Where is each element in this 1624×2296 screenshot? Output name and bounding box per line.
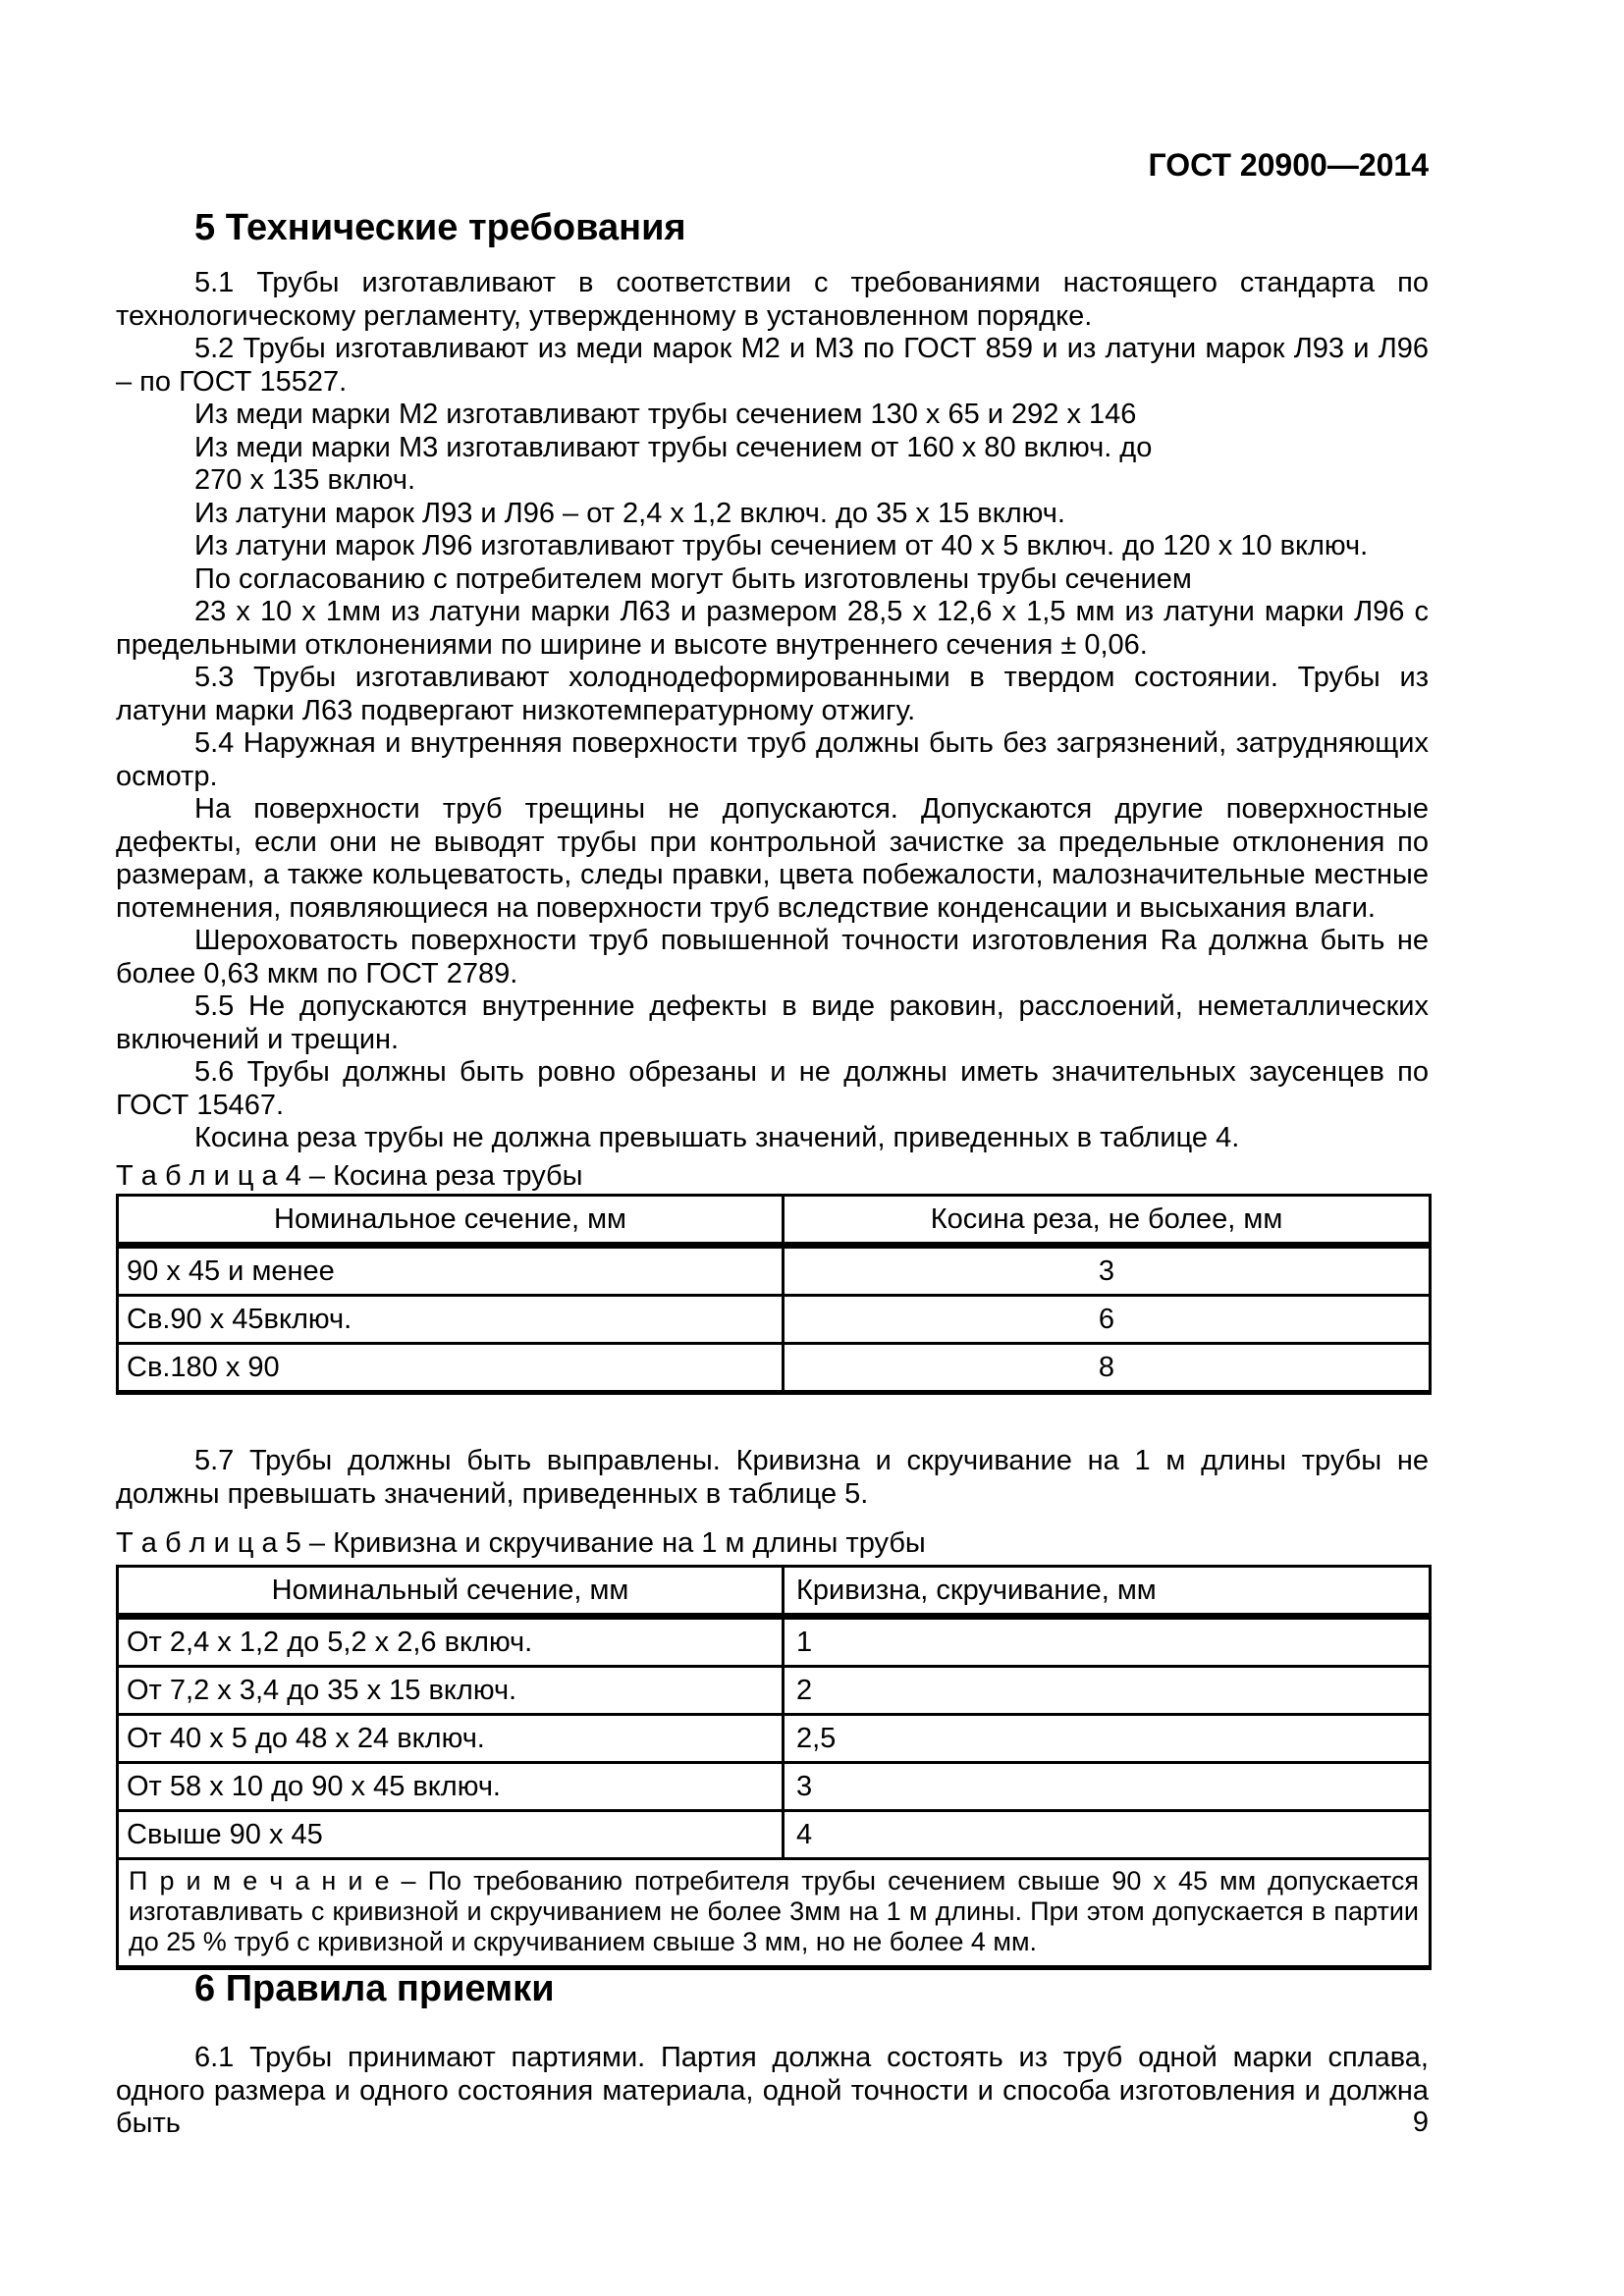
body-paragraph: 5.7 Трубы должны быть выправлены. Кривизна и скручивание на 1 м длины трубы не должны превышать значений, приведенных в таблице 5. xyxy=(116,1445,1429,1510)
paragraph-5-7-block xyxy=(116,1445,1429,1511)
value-cell: 1 xyxy=(784,1617,1431,1667)
body-paragraph: По согласованию с потребителем могут быть изготовлены трубы сечением xyxy=(194,562,1192,595)
body-paragraph: Из меди марки М2 изготавливают трубы сечением 130 х 65 и 292 х 146 xyxy=(194,399,1137,430)
value-cell: 8 xyxy=(784,1344,1431,1393)
column-header: Номинальное сечение, мм xyxy=(118,1196,784,1246)
table-5-caption: Т а б л и ц а 5 – Кривизна и скручивание на 1 м длины трубы xyxy=(116,1527,926,1559)
body-paragraph: 5.5 Не допускаются внутренние дефекты в виде раковин, расслоений, неметаллических включений и трещин. xyxy=(116,990,1429,1055)
body-paragraph: 5.4 Наружная и внутренняя поверхности труб должны быть без загрязнений, затрудняющих осмотр. xyxy=(116,727,1429,792)
table-note: П р и м е ч а н и е – По требованию потребителя трубы сечением свыше 90 х 45 мм допускается изготавливать с кривизной и скручиванием не более 3мм на 1 м длины. При этом допускается в партии до 25 % труб с кривизной и скручиванием свыше 3 мм, но не более 4 мм. xyxy=(118,1859,1431,1968)
column-header: Кривизна, скручивание, мм xyxy=(784,1567,1431,1617)
section-cell: Свыше 90 х 45 xyxy=(118,1811,784,1859)
table-4-kosina-reza xyxy=(116,1194,1432,1395)
table-row xyxy=(118,1246,1431,1296)
value-cell: 2,5 xyxy=(784,1715,1431,1763)
section-6-heading: 6 Правила приемки xyxy=(194,1968,555,2009)
section-cell: Св.180 х 90 xyxy=(118,1344,784,1393)
section-cell: 90 х 45 и менее xyxy=(118,1246,784,1296)
table-row xyxy=(118,1344,1431,1393)
table-note-row xyxy=(118,1859,1431,1968)
table-5-krivizna xyxy=(116,1565,1432,1970)
table-row xyxy=(118,1763,1431,1811)
body-paragraph: 5.6 Трубы должны быть ровно обрезаны и не должны иметь значительных заусенцев по ГОСТ 15467. xyxy=(116,1056,1429,1121)
table-row xyxy=(118,1617,1431,1667)
value-cell: 3 xyxy=(784,1246,1431,1296)
body-paragraph: 270 х 135 включ. xyxy=(194,464,416,496)
section-cell: От 7,2 х 3,4 до 35 х 15 включ. xyxy=(118,1667,784,1715)
table-row xyxy=(118,1715,1431,1763)
table-header-row xyxy=(118,1567,1431,1617)
body-paragraph: 5.1 Трубы изготавливают в соответствии с требованиями настоящего стандарта по технологическому регламенту, утвержденному в установленном порядке. xyxy=(116,267,1429,332)
body-paragraph: Косина реза трубы не должна превышать значений, приведенных в таблице 4. xyxy=(194,1122,1240,1153)
table-row xyxy=(118,1811,1431,1859)
body-paragraph: На поверхности труб трещины не допускаются. Допускаются другие поверхностные дефекты, если они не выводят трубы при контрольной зачистке за предельные отклонения по размерам, а также кольцеватость, следы правки, цвета побежалости, малозначительные местные потемнения, появляющиеся на поверхности труб вследствие конденсации и высыхания влаги. xyxy=(116,793,1429,924)
body-paragraph: 5.3 Трубы изготавливают холоднодеформированными в твердом состоянии. Трубы из латуни марки Л63 подвергают низкотемпературному отжигу. xyxy=(116,662,1429,726)
table-row xyxy=(118,1667,1431,1715)
value-cell: 3 xyxy=(784,1763,1431,1811)
section-cell: От 58 х 10 до 90 х 45 включ. xyxy=(118,1763,784,1811)
body-paragraph: 5.2 Трубы изготавливают из меди марок М2 и М3 по ГОСТ 859 и из латуни марок Л93 и Л96 – по ГОСТ 15527. xyxy=(116,333,1429,398)
doc-code-header: ГОСТ 20900—2014 xyxy=(1148,147,1429,183)
body-paragraph: 6.1 Трубы принимают партиями. Партия должна состоять из труб одной марки сплава, одного размера и одного состояния материала, одной точности и способа изготовления и должна быть xyxy=(116,2042,1429,2139)
table-header-row xyxy=(118,1196,1431,1246)
body-paragraph: Из латуни марок Л96 изготавливают трубы сечением от 40 х 5 включ. до 120 х 10 включ. xyxy=(194,530,1369,561)
body-paragraph: Из латуни марок Л93 и Л96 – от 2,4 х 1,2 включ. до 35 х 15 включ. xyxy=(194,497,1065,529)
section-cell: От 2,4 х 1,2 до 5,2 х 2,6 включ. xyxy=(118,1617,784,1667)
value-cell: 4 xyxy=(784,1811,1431,1859)
column-header: Номинальный сечение, мм xyxy=(118,1567,784,1617)
body-paragraph: 23 х 10 х 1мм из латуни марки Л63 и размером 28,5 х 12,6 х 1,5 мм из латуни марки Л96 с предельными отклонениями по ширине и высоте внутреннего сечения ± 0,06. xyxy=(116,596,1429,661)
body-paragraph: Из меди марки М3 изготавливают трубы сечением от 160 х 80 включ. до xyxy=(194,431,1153,463)
value-cell: 2 xyxy=(784,1667,1431,1715)
table-row xyxy=(118,1296,1431,1344)
body-paragraph: Шероховатость поверхности труб повышенной точности изготовления Ra должна быть не более 0,63 мкм по ГОСТ 2789. xyxy=(116,925,1429,989)
table-4-caption: Т а б л и ц а 4 – Косина реза трубы xyxy=(116,1160,583,1192)
value-cell: 6 xyxy=(784,1296,1431,1344)
section-cell: Св.90 х 45включ. xyxy=(118,1296,784,1344)
section-cell: От 40 х 5 до 48 х 24 включ. xyxy=(118,1715,784,1763)
section-5-heading: 5 Технические требования xyxy=(194,207,686,248)
section-5-body xyxy=(116,267,1429,1155)
column-header: Косина реза, не более, мм xyxy=(784,1196,1431,1246)
page-number: 9 xyxy=(1412,2107,1429,2138)
